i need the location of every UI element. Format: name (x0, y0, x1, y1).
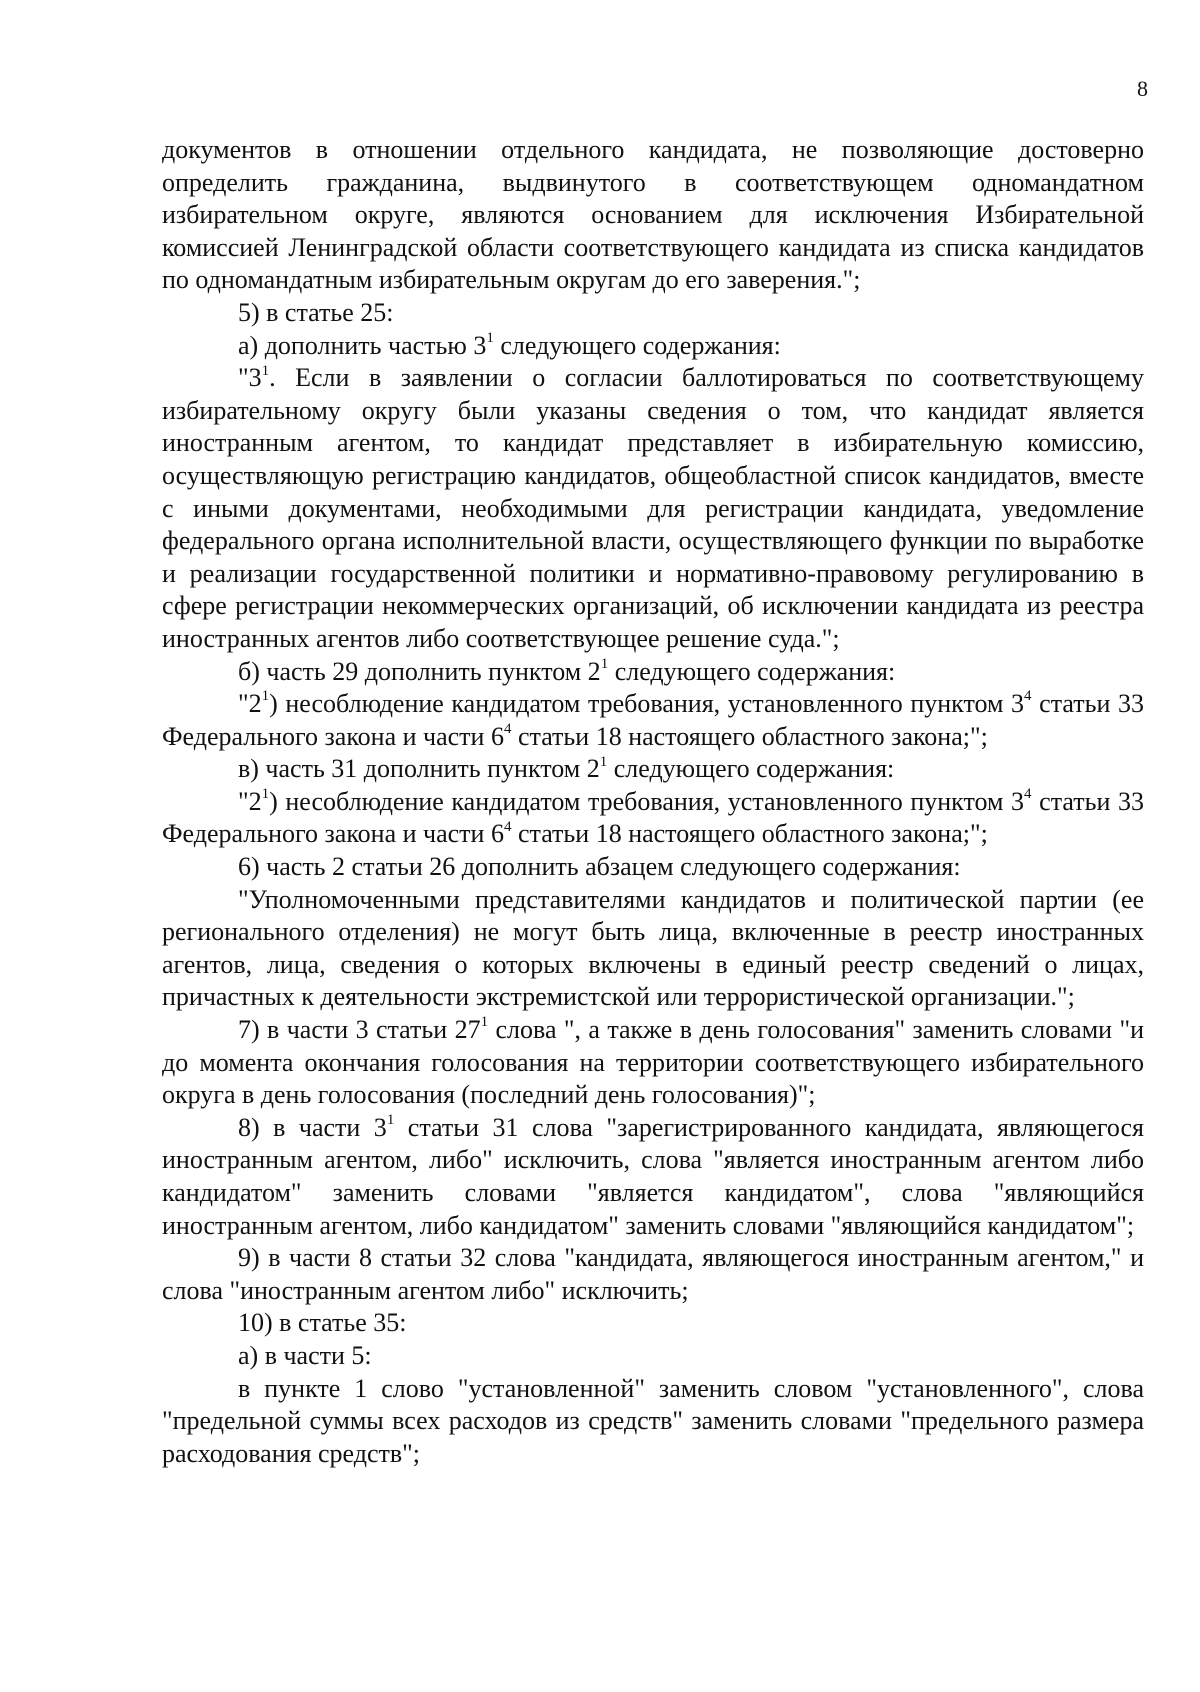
text-segment: в пункте 1 слово "установленной" заменить словом "установленного", слова "предельной суммы всех расходов из средств" заменить словами "предельного размера расходования средств"; (162, 1373, 1144, 1468)
paragraph-p15 (162, 1340, 1144, 1373)
paragraph-p11 (162, 1014, 1144, 1112)
text-segment: следующего содержания: (493, 330, 781, 360)
document-body (162, 134, 1144, 1470)
text-segment: 8) в части 3 (238, 1112, 387, 1142)
text-segment: "3 (238, 363, 262, 393)
paragraph-p16 (162, 1373, 1144, 1471)
superscript: 1 (261, 688, 270, 705)
superscript: 4 (503, 721, 512, 738)
text-segment: документов в отношении отдельного кандидата, не позволяющие достоверно определить гражданина, выдвинутого в соответствующем одномандатном избирательном округе, являются основанием для исключения Избирательной комиссией Ленинградской области соответствующего кандидата из списка кандидатов по одномандатным избирательным округам до его заверения."; (162, 135, 1144, 295)
text-segment: ) несоблюдение кандидатом требования, установленного пунктом 3 (269, 786, 1025, 816)
paragraph-p3 (162, 330, 1144, 363)
text-segment: статьи 18 настоящего областного закона;"; (511, 721, 988, 751)
text-segment: б) часть 29 дополнить пунктом 2 (238, 656, 601, 686)
paragraph-p10 (162, 884, 1144, 1014)
superscript: 1 (480, 1014, 489, 1031)
paragraph-p4 (162, 362, 1144, 655)
text-segment: статьи 33 Федерального закона и части 6 (162, 786, 1144, 849)
paragraph-p14 (162, 1307, 1144, 1340)
text-segment: 7) в части 3 статьи 27 (238, 1015, 481, 1045)
text-segment: следующего содержания: (607, 754, 895, 784)
text-segment: а) дополнить частью 3 (238, 330, 487, 360)
text-segment: 6) часть 2 статьи 26 дополнить абзацем следующего содержания: (238, 852, 961, 882)
paragraph-p5 (162, 656, 1144, 689)
superscript: 4 (503, 818, 512, 835)
text-segment: статьи 31 слова "зарегистрированного кандидата, являющегося иностранным агентом, либо" исключить, слова "является иностранным агентом либо кандидатом" заменить словами "является кандидатом", слова "являющийся иностранным агентом, либо кандидатом" заменить словами "являющийся кандидатом"; (162, 1112, 1145, 1240)
superscript: 1 (386, 1112, 395, 1129)
text-segment: в) часть 31 дополнить пунктом 2 (238, 754, 600, 784)
text-segment: статьи 33 Федерального закона и части 6 (162, 689, 1144, 751)
text-segment: следующего содержания: (608, 656, 896, 686)
superscript: 1 (599, 753, 608, 770)
superscript: 1 (261, 786, 270, 803)
text-segment: 10) в статье 35: (238, 1308, 407, 1338)
paragraph-p13 (162, 1242, 1144, 1307)
text-segment: 9) в части 8 статьи 32 слова "кандидата, являющегося иностранным агентом," и слова "иностранным агентом либо" исключить; (162, 1243, 1144, 1305)
paragraph-p12 (162, 1112, 1144, 1242)
paragraph-p6 (162, 688, 1144, 753)
text-segment: а) в части 5: (238, 1340, 372, 1370)
paragraph-p8 (162, 786, 1144, 851)
text-segment: "2 (238, 786, 262, 816)
text-segment: "Уполномоченными представителями кандидатов и политической партии (ее регионального отделения) не могут быть лица, включенные в реестр иностранных агентов, лица, сведения о которых включены в единый реестр сведений о лицах, причастных к деятельности экстремистской или террористической организации."; (162, 884, 1144, 1012)
text-segment: . Если в заявлении о согласии баллотироваться по соответствующему избирательному округу были указаны сведения о том, что кандидат является иностранным агентом, то кандидат представляет в избирательную комиссию, осуществляющую регистрацию кандидатов, общеобластной список кандидатов, вместе с иными документами, необходимыми для регистрации кандидата, уведомление федерального органа исполнительной власти, осуществляющего функции по выработке и реализации государственной политики и нормативно-правовому регулированию в сфере регистрации некоммерческих организаций, об исключении кандидата из реестра иностранных агентов либо соответствующее решение суда."; (162, 363, 1144, 653)
text-segment: 5) в статье 25: (238, 297, 394, 327)
text-segment: "2 (238, 689, 262, 719)
page-number: 8 (1137, 76, 1148, 101)
paragraph-p9 (162, 851, 1144, 884)
superscript: 4 (1024, 786, 1032, 803)
superscript: 1 (261, 362, 270, 379)
paragraph-p2 (162, 297, 1144, 330)
superscript: 1 (600, 655, 609, 672)
superscript: 4 (1024, 688, 1032, 705)
superscript: 1 (486, 329, 494, 346)
paragraph-p7 (162, 753, 1144, 786)
text-segment: ) несоблюдение кандидатом требования, установленного пунктом 3 (269, 689, 1025, 719)
paragraph-p1 (162, 134, 1144, 297)
text-segment: слова ", а также в день голосования" заменить словами "и до момента окончания голосования на территории соответствующего избирательного округа в день голосования (последний день голосования)"; (162, 1015, 1144, 1110)
text-segment: статьи 18 настоящего областного закона;"; (511, 819, 988, 849)
